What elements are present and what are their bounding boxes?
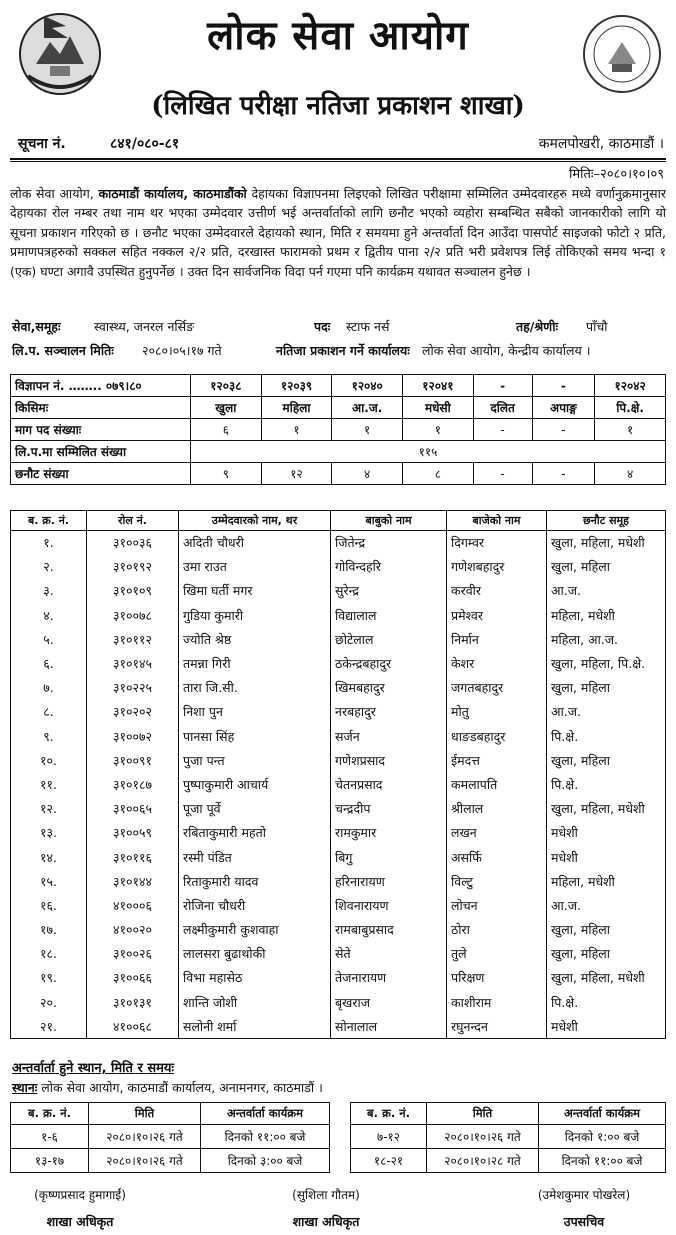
table-row — [11, 651, 666, 675]
advertisement-table — [10, 374, 666, 485]
interview-table-right — [350, 1102, 666, 1173]
iv-header: ब. क्र. नं. — [351, 1103, 427, 1125]
serial-no: ६. — [11, 651, 87, 675]
grandfather-name: काशीराम — [447, 990, 547, 1014]
selected-group: खुला, महिला — [547, 918, 666, 942]
grandfather-name: तुले — [447, 942, 547, 966]
exam-date-value: २०८०।०५।१७ गते — [142, 343, 222, 358]
type-cell: दलित — [473, 397, 532, 419]
type-cell: पि.क्षे. — [595, 397, 666, 419]
selected-cell: १२ — [261, 463, 332, 485]
grandfather-name: प्रमेश्वर — [447, 603, 547, 627]
serial-no: १८. — [11, 942, 87, 966]
demand-row — [11, 419, 666, 441]
father-name: हरिनारायण — [331, 869, 447, 893]
serial-no: १. — [11, 531, 87, 555]
iv-cell: ७-१२ — [351, 1125, 427, 1149]
level-label: तह/श्रेणीः — [516, 319, 558, 334]
ad-row — [11, 375, 666, 397]
roll-no: ४१००२० — [87, 918, 179, 942]
father-name: रामकुमार — [331, 821, 447, 845]
demand-cell: ६ — [191, 419, 262, 441]
candidate-name: शान्ति जोशी — [179, 990, 331, 1014]
father-name: गोविन्दहरि — [331, 555, 447, 579]
grandfather-name: करवीर — [447, 579, 547, 603]
grandfather-name: धाङडबहादुर — [447, 724, 547, 748]
serial-no: १९. — [11, 966, 87, 990]
selected-group: खुला, महिला — [547, 942, 666, 966]
iv-cell: १-६ — [11, 1125, 89, 1149]
roll-no: ३१०१९२ — [87, 555, 179, 579]
ad-num: १२०४२ — [595, 375, 666, 397]
candidate-name: खिमा घर्ती मगर — [179, 579, 331, 603]
candidate-name: तारा जि.सी. — [179, 676, 331, 700]
ad-num: १२०३९ — [261, 375, 332, 397]
table-row — [11, 627, 666, 651]
iv-cell: १३-१७ — [11, 1149, 89, 1173]
father-name: गणेशप्रसाद — [331, 748, 447, 772]
selected-row — [11, 463, 666, 485]
candidate-name: पुजा पन्त — [179, 748, 331, 772]
father-name: खिमबहादुर — [331, 676, 447, 700]
grandfather-name: दिगम्वर — [447, 531, 547, 555]
table-row — [11, 603, 666, 627]
table-row — [11, 821, 666, 845]
col-header: बाजेको नाम — [447, 511, 547, 531]
selected-group: पि.क्षे. — [547, 772, 666, 796]
father-name: नरबहादुर — [331, 700, 447, 724]
table-row — [11, 748, 666, 772]
selected-label: छनौट संख्या — [11, 463, 191, 485]
results-table — [10, 510, 666, 1039]
iv-row — [11, 1149, 330, 1173]
candidate-name: विभा महासेठ — [179, 966, 331, 990]
selected-cell: - — [532, 463, 595, 485]
roll-no: ३१०१८७ — [87, 772, 179, 796]
office-label: नतिजा प्रकाशन गर्ने कार्यालयः — [276, 343, 410, 358]
iv-cell: २०८०।१०।२८ गते — [427, 1149, 539, 1173]
service-label: सेवा,समूहः — [12, 319, 61, 334]
notice-date: मितिः–२०८०।१०।०९ — [569, 167, 664, 182]
serial-no: ९. — [11, 724, 87, 748]
selected-group: खुला, महिला, मधेशी — [547, 531, 666, 555]
place-value: लोक सेवा आयोग, काठमाडौं कार्यालय, अनामनगर, काठमाडौं । — [37, 1080, 323, 1095]
appeared-row — [11, 441, 666, 463]
grandfather-name: श्रीलाल — [447, 797, 547, 821]
candidate-name: रोजिना चौधरी — [179, 893, 331, 917]
iv-header: अन्तर्वार्ता कार्यक्रम — [539, 1103, 666, 1125]
table-row — [11, 1014, 666, 1038]
serial-no: २१. — [11, 1014, 87, 1038]
body-office: काठमाडौं कार्यालय, काठमाडौंको — [98, 186, 247, 201]
father-name: चेतनप्रसाद — [331, 772, 447, 796]
roll-no: ३१०१४४ — [87, 869, 179, 893]
table-row — [11, 724, 666, 748]
type-row — [11, 397, 666, 419]
father-name: जितेन्द्र — [331, 531, 447, 555]
serial-no: १०. — [11, 748, 87, 772]
signatory-title: शाखा अधिकृत — [292, 1214, 360, 1229]
table-row — [11, 966, 666, 990]
candidate-name: लालसरा बुढाथोकी — [179, 942, 331, 966]
iv-header: अन्तर्वार्ता कार्यक्रम — [201, 1103, 330, 1125]
candidate-name: ज्योति श्रेष्ठ — [179, 627, 331, 651]
roll-no: ३१००९१ — [87, 748, 179, 772]
table-row — [11, 869, 666, 893]
roll-no: ४१०००६ — [87, 893, 179, 917]
candidate-name: पुष्पाकुमारी आचार्य — [179, 772, 331, 796]
candidate-name: उमा राउत — [179, 555, 331, 579]
grandfather-name: जगतबहादुर — [447, 676, 547, 700]
selected-cell: - — [473, 463, 532, 485]
roll-no: ३१००६५ — [87, 797, 179, 821]
demand-label: माग पद संख्याः — [11, 419, 191, 441]
selected-group: खुला, महिला, मधेशी — [547, 966, 666, 990]
col-header: बाबुको नाम — [331, 511, 447, 531]
serial-no: ८. — [11, 700, 87, 724]
demand-cell: १ — [403, 419, 474, 441]
serial-no: ३. — [11, 579, 87, 603]
selected-cell: ८ — [403, 463, 474, 485]
candidate-name: अदिती चौधरी — [179, 531, 331, 555]
table-row — [11, 942, 666, 966]
selected-group: खुला, महिला — [547, 676, 666, 700]
notice-body — [10, 184, 666, 281]
grandfather-name: रघुनन्दन — [447, 1014, 547, 1038]
type-cell: आ.ज. — [332, 397, 403, 419]
divider — [10, 161, 666, 162]
divider — [10, 158, 666, 160]
iv-header-row — [11, 1103, 330, 1125]
father-name: तेजनारायण — [331, 966, 447, 990]
roll-no: ३१००५९ — [87, 821, 179, 845]
signatory-title: शाखा अधिकृत — [46, 1214, 114, 1229]
roll-no: ३१०१३१ — [87, 990, 179, 1014]
candidate-name: पूजा पूर्वे — [179, 797, 331, 821]
results-header-row — [11, 511, 666, 531]
type-cell: मधेसी — [403, 397, 474, 419]
ad-num: - — [473, 375, 532, 397]
serial-no: ५. — [11, 627, 87, 651]
selected-group: महिला, मधेशी — [547, 869, 666, 893]
table-row — [11, 772, 666, 796]
ad-num: १२०४० — [332, 375, 403, 397]
selected-group: महिला, आ.ज. — [547, 627, 666, 651]
grandfather-name: लोचन — [447, 893, 547, 917]
col-header: छनौट समूह — [547, 511, 666, 531]
results-body — [11, 531, 666, 1039]
selected-group: खुला, महिला — [547, 748, 666, 772]
selected-group: खुला, महिला — [547, 555, 666, 579]
meta-row-1 — [10, 318, 666, 338]
notice-bar — [10, 132, 666, 156]
father-name: सर्जन — [331, 724, 447, 748]
selected-group: मधेशी — [547, 821, 666, 845]
appeared-count: ११५ — [191, 441, 666, 463]
signatory-name: (कृष्णप्रसाद हुमागाईं) — [34, 1188, 126, 1202]
iv-cell: दिनको १:०० बजे — [539, 1125, 666, 1149]
serial-no: १६. — [11, 893, 87, 917]
father-name: ठकेन्द्रबहादुर — [331, 651, 447, 675]
table-row — [11, 797, 666, 821]
branch-title: (लिखित परीक्षा नतिजा प्रकाशन शाखा) — [151, 91, 525, 121]
col-header: ब. क्र. नं. — [11, 511, 87, 531]
type-cell: खुला — [191, 397, 262, 419]
serial-no: ११. — [11, 772, 87, 796]
signature-block — [226, 1186, 426, 1230]
roll-no: ३१०११२ — [87, 627, 179, 651]
level-value: पाँचौ — [586, 319, 608, 334]
demand-cell: - — [473, 419, 532, 441]
iv-header: मिति — [89, 1103, 201, 1125]
table-row — [11, 579, 666, 603]
selected-group: मधेशी — [547, 1014, 666, 1038]
father-name: रामबाबुप्रसाद — [331, 918, 447, 942]
table-row — [11, 845, 666, 869]
iv-row — [351, 1125, 666, 1149]
iv-header: ब. क्र. नं. — [11, 1103, 89, 1125]
grandfather-name: लखन — [447, 821, 547, 845]
grandfather-name: मोतु — [447, 700, 547, 724]
iv-row — [351, 1149, 666, 1173]
selected-group: खुला, महिला, मधेशी — [547, 797, 666, 821]
type-cell: अपाङ्ग — [532, 397, 595, 419]
table-row — [11, 676, 666, 700]
selected-group: आ.ज. — [547, 579, 666, 603]
serial-no: १३. — [11, 821, 87, 845]
roll-no: ३१००३६ — [87, 531, 179, 555]
serial-no: २०. — [11, 990, 87, 1014]
roll-no: ३१०२२५ — [87, 676, 179, 700]
signature-block — [0, 1186, 180, 1230]
iv-cell: १८-२१ — [351, 1149, 427, 1173]
demand-cell: १ — [332, 419, 403, 441]
father-name: विद्यालाल — [331, 603, 447, 627]
iv-cell: २०८०।१०।२६ गते — [427, 1125, 539, 1149]
serial-no: ७. — [11, 676, 87, 700]
grandfather-name: परिक्षण — [447, 966, 547, 990]
candidate-name: रस्मी पंडित — [179, 845, 331, 869]
grandfather-name: कमलापति — [447, 772, 547, 796]
candidate-name: रबिताकुमारी महतो — [179, 821, 331, 845]
selected-group: पि.क्षे. — [547, 724, 666, 748]
appeared-label: लि.प.मा सम्मिलित संख्या — [11, 441, 191, 463]
candidate-name: पानसा सिंह — [179, 724, 331, 748]
candidate-name: निशा पुन — [179, 700, 331, 724]
exam-date-label: लि.प. सञ्चालन मितिः — [12, 343, 114, 358]
serial-no: १४. — [11, 845, 87, 869]
interview-title: अन्तर्वार्ता हुने स्थान, मिति र समयः — [12, 1061, 175, 1076]
signatory-name: (उमेशकुमार पोखरेल) — [537, 1188, 631, 1202]
candidate-name: रिताकुमारी यादव — [179, 869, 331, 893]
demand-cell: १ — [261, 419, 332, 441]
candidate-name: लक्ष्मीकुमारी कुशवाहा — [179, 918, 331, 942]
iv-cell: २०८०।१०।२६ गते — [89, 1125, 201, 1149]
grandfather-name: असर्फि — [447, 845, 547, 869]
father-name: सेते — [331, 942, 447, 966]
grandfather-name: गणेशबहादुर — [447, 555, 547, 579]
father-name: बिगु — [331, 845, 447, 869]
table-row — [11, 700, 666, 724]
signatory-name: (सुशिला गौतम) — [292, 1188, 360, 1202]
notice-location: कमलपोखरी, काठमाडौं । — [538, 136, 664, 152]
col-header: उम्मेदवारको नाम, थर — [179, 511, 331, 531]
roll-no: ३१०१०९ — [87, 579, 179, 603]
psc-seal-icon — [582, 14, 662, 94]
roll-no: ३१००२६ — [87, 942, 179, 966]
office-value: लोक सेवा आयोग, केन्द्रीय कार्यालय । — [422, 343, 591, 358]
signature-block — [484, 1186, 676, 1230]
iv-cell: दिनको ११:०० बजे — [201, 1125, 330, 1149]
selected-group: खुला, महिला, पि.क्षे. — [547, 651, 666, 675]
header — [0, 0, 676, 128]
selected-group: महिला, मधेशी — [547, 603, 666, 627]
table-row — [11, 555, 666, 579]
type-cell: महिला — [261, 397, 332, 419]
father-name: सोनालाल — [331, 1014, 447, 1038]
iv-row — [11, 1125, 330, 1149]
body-text: देहायका विज्ञापनमा लिइएको लिखित परीक्षामा सम्मिलित उम्मेदवारहरु मध्ये वर्णानुक्रमानुसार देहायका रोल नम्बर तथा नाम थर भएका उम्मेदवार उत्तीर्ण भई अन्तर्वार्ताको लागि छनौट भएको व्यहोरा सम्बन्धित सबैको जानकारीको लागि यो सूचना प्रकाशन गरिएको छ । छनौट भएका उम्मेदवारले देहायको स्थान, मिति र समयमा हुने अन्तर्वार्ता दिन आउँदा पासपोर्ट साइजको फोटो २ प्रति, प्रमाणपत्रहरुको सक्कल सहित नक्कल २/२ प्रति, दरखास्त फारामको प्रथम र द्वितीय पाना २/२ प्रति भरी प्रवेशपत्र लिई तोकिएको समय भन्दा १ (एक) घण्टा अगावै उपस्थित हुनुपर्नेछ । उक्त दिन सार्वजनिक विदा पर्न गएमा पनि कार्यक्रम यथावत सञ्चालन हुनेछ । — [10, 186, 666, 279]
interview-place — [12, 1079, 323, 1096]
roll-no: ४१००६८ — [87, 1014, 179, 1038]
serial-no: २. — [11, 555, 87, 579]
col-header: रोल नं. — [87, 511, 179, 531]
grandfather-name: ठोरा — [447, 918, 547, 942]
roll-no: ३१०१४५ — [87, 651, 179, 675]
father-name: छोटेलाल — [331, 627, 447, 651]
iv-cell: दिनको ११:०० बजे — [539, 1149, 666, 1173]
father-name: चन्द्रदीप — [331, 797, 447, 821]
place-label: स्थानः — [12, 1080, 38, 1095]
serial-no: ४. — [11, 603, 87, 627]
notice-number: ८४१/०८०-८१ — [110, 136, 180, 152]
roll-no: ३१००६६ — [87, 966, 179, 990]
selected-cell: ९ — [191, 463, 262, 485]
roll-no: ३१००७८ — [87, 603, 179, 627]
iv-cell: २०८०।१०।२६ गते — [89, 1149, 201, 1173]
meta-row-2 — [10, 342, 666, 362]
service-value: स्वास्थ्य, जनरल नर्सिङ — [94, 319, 195, 334]
post-value: स्टाफ नर्स — [346, 319, 390, 334]
type-label: किसिमः — [11, 397, 191, 419]
selected-cell: ४ — [332, 463, 403, 485]
father-name: शिवनारायण — [331, 893, 447, 917]
selected-cell: ४ — [595, 463, 666, 485]
roll-no: ३१००७२ — [87, 724, 179, 748]
selected-group: मधेशी — [547, 845, 666, 869]
grandfather-name: केशर — [447, 651, 547, 675]
post-label: पदः — [314, 319, 331, 334]
interview-table-left — [10, 1102, 330, 1173]
grandfather-name: निर्मान — [447, 627, 547, 651]
signatory-title: उपसचिव — [563, 1214, 605, 1229]
ad-num: १२०३८ — [191, 375, 262, 397]
iv-header: मिति — [427, 1103, 539, 1125]
grandfather-name: विल्टु — [447, 869, 547, 893]
iv-cell: दिनको ३:०० बजे — [201, 1149, 330, 1173]
table-row — [11, 893, 666, 917]
candidate-name: तमन्ना गिरी — [179, 651, 331, 675]
selected-group: आ.ज. — [547, 893, 666, 917]
serial-no: १७. — [11, 918, 87, 942]
candidate-name: गुडिया कुमारी — [179, 603, 331, 627]
selected-group: पि.क्षे. — [547, 990, 666, 1014]
ad-num: १२०४१ — [403, 375, 474, 397]
roll-no: ३१०२०२ — [87, 700, 179, 724]
ad-label: विज्ञापन नं. …….. ०७९।८० — [11, 375, 191, 397]
father-name: बृखराज — [331, 990, 447, 1014]
grandfather-name: ईमदत्त — [447, 748, 547, 772]
roll-no: ३१०११६ — [87, 845, 179, 869]
serial-no: १५. — [11, 869, 87, 893]
table-row — [11, 531, 666, 555]
father-name: सुरेन्द्र — [331, 579, 447, 603]
table-row — [11, 990, 666, 1014]
selected-group: आ.ज. — [547, 700, 666, 724]
ad-num: - — [532, 375, 595, 397]
demand-cell: १ — [595, 419, 666, 441]
body-text: लोक सेवा आयोग, — [10, 186, 99, 201]
table-row — [11, 918, 666, 942]
serial-no: १२. — [11, 797, 87, 821]
notice-label: सूचना नं. — [18, 136, 66, 152]
org-title: लोक सेवा आयोग — [207, 12, 469, 59]
demand-cell: - — [532, 419, 595, 441]
iv-header-row — [351, 1103, 666, 1125]
candidate-name: सलोनी शर्मा — [179, 1014, 331, 1038]
